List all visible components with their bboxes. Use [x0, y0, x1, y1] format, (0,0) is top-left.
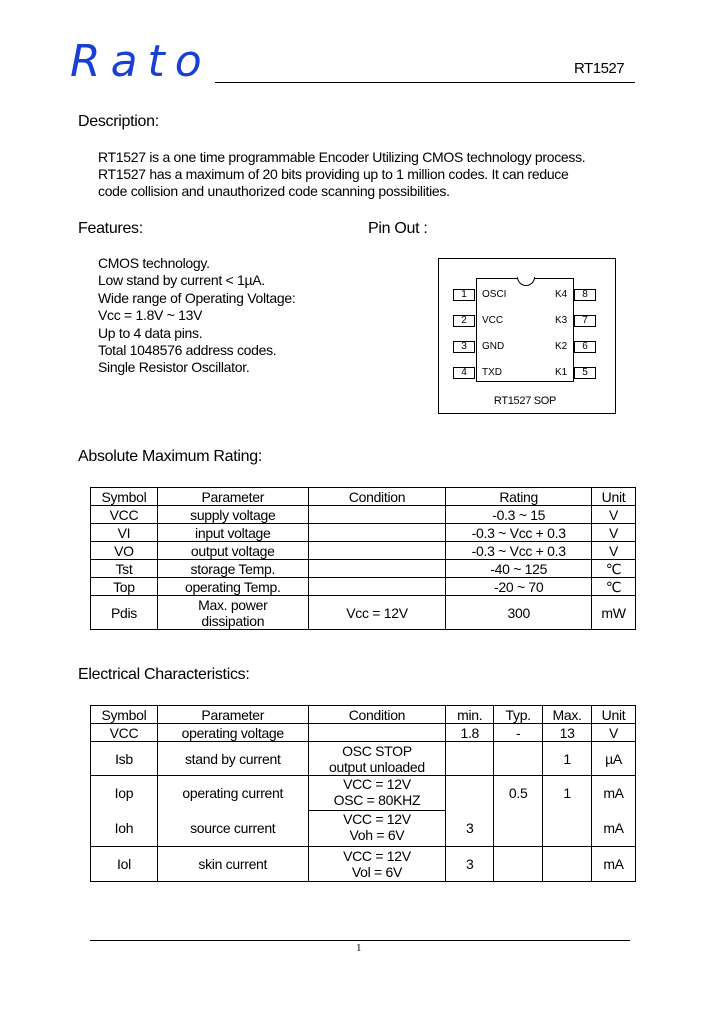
table-row	[91, 847, 636, 882]
pin-4-number: 4	[453, 367, 475, 379]
pin-8-number: 8	[574, 289, 596, 301]
features-title: Features:	[78, 220, 143, 237]
table-cell: 3	[446, 847, 494, 882]
table-cell: operating Temp.	[157, 578, 308, 596]
value-line	[543, 811, 591, 846]
pin-5-number: 5	[574, 367, 596, 379]
condition-line: output unloaded	[328, 758, 425, 775]
pin-2-number: 2	[453, 315, 475, 327]
table-cell	[543, 776, 592, 847]
table-row	[91, 596, 636, 630]
symbol-line: Iop	[114, 785, 134, 801]
table-cell: VO	[91, 542, 158, 560]
table-cell: Isb	[91, 742, 158, 776]
table-cell: VCC	[91, 506, 158, 524]
table-row	[91, 578, 636, 596]
table-cell: ℃	[592, 560, 636, 578]
table-cell: Tst	[91, 560, 158, 578]
value-line: 3	[466, 820, 474, 836]
pin-1-label: OSCI	[482, 289, 507, 300]
table-cell: mW	[592, 596, 636, 630]
condition-line: Vol = 6V	[351, 864, 403, 880]
part-number: RT1527	[574, 60, 625, 77]
table-cell: 1.8	[446, 724, 494, 742]
condition-line: OSC = 80KHZ	[333, 792, 421, 808]
header-cell: Typ.	[494, 706, 543, 724]
table-cell	[308, 560, 446, 578]
table-header-row	[91, 488, 636, 506]
feature-item: Total 1048576 address codes.	[98, 342, 277, 359]
pin-6-label: K2	[555, 341, 568, 352]
table-cell: V	[592, 724, 636, 742]
header-cell: Condition	[308, 488, 446, 506]
table-cell	[308, 724, 446, 742]
table-cell: 13	[543, 724, 592, 742]
feature-item: Single Resistor Oscillator.	[98, 359, 250, 376]
pinout-title: Pin Out :	[368, 220, 428, 237]
unit-line: mA	[603, 820, 624, 836]
description-line: code collision and unauthorized code scanning possibilities.	[98, 183, 450, 199]
param-line: operating current	[182, 785, 284, 801]
abs-max-table	[90, 487, 636, 630]
package-label: RT1527 SOP	[493, 395, 557, 407]
table-cell: stand by current	[157, 742, 308, 776]
table-cell: output voltage	[157, 542, 308, 560]
condition-line: OSC STOP	[342, 742, 412, 759]
table-cell	[91, 776, 158, 847]
table-cell: ℃	[592, 578, 636, 596]
table-cell	[446, 742, 494, 776]
table-cell: 300	[446, 596, 592, 630]
table-cell: 1	[543, 742, 592, 776]
feature-item: Vcc = 1.8V ~ 13V	[98, 307, 203, 324]
table-cell: V	[592, 506, 636, 524]
header-cell: Unit	[592, 706, 636, 724]
table-cell	[308, 542, 446, 560]
table-row	[91, 776, 636, 847]
electrical-table	[90, 705, 636, 882]
header-cell: min.	[446, 706, 494, 724]
table-cell: VCC	[91, 724, 158, 742]
table-row	[91, 524, 636, 542]
footer-rule	[90, 940, 630, 941]
features-list	[98, 255, 295, 377]
condition-block	[309, 776, 446, 811]
table-row	[91, 742, 636, 776]
table-cell	[308, 847, 446, 882]
table-cell	[494, 742, 543, 776]
description-line: RT1527 is a one time programmable Encoder Utilizing CMOS technology process.	[98, 149, 586, 165]
condition-line: VCC = 12V	[343, 776, 411, 792]
table-cell: -0.3 ~ Vcc + 0.3	[446, 524, 592, 542]
pin-3-number: 3	[453, 341, 475, 353]
feature-item: Low stand by current < 1µA.	[98, 272, 265, 289]
company-logo: Rato	[70, 36, 212, 87]
table-cell	[494, 847, 543, 882]
symbol-line: Ioh	[114, 820, 134, 836]
condition-block	[309, 811, 446, 846]
table-cell: V	[592, 542, 636, 560]
table-cell	[308, 776, 446, 847]
page-number: 1	[356, 942, 362, 954]
feature-item: CMOS technology.	[98, 255, 210, 271]
pin-7-number: 7	[574, 315, 596, 327]
value-line: 1	[563, 785, 571, 801]
pin-2-label: VCC	[482, 315, 504, 326]
header-cell: Symbol	[91, 488, 158, 506]
value-line	[494, 811, 542, 846]
table-cell: µA	[592, 742, 636, 776]
table-cell: Top	[91, 578, 158, 596]
table-cell: supply voltage	[157, 506, 308, 524]
pin-7-label: K3	[555, 315, 568, 326]
table-cell: -0.3 ~ Vcc + 0.3	[446, 542, 592, 560]
condition-line: VCC = 12V	[343, 811, 411, 827]
value-line	[446, 776, 493, 811]
table-cell	[308, 742, 446, 776]
table-cell: skin current	[157, 847, 308, 882]
pin-3-label: GND	[482, 341, 505, 352]
header-cell: Unit	[592, 488, 636, 506]
table-row	[91, 560, 636, 578]
table-cell	[308, 524, 446, 542]
table-cell	[308, 578, 446, 596]
abs-max-title: Absolute Maximum Rating:	[78, 448, 262, 465]
table-cell: Vcc = 12V	[308, 596, 446, 630]
header-cell: Condition	[308, 706, 446, 724]
param-line: Max. power	[198, 596, 268, 613]
table-cell: storage Temp.	[157, 560, 308, 578]
param-line: source current	[190, 820, 276, 836]
table-cell: -0.3 ~ 15	[446, 506, 592, 524]
table-cell	[592, 776, 636, 847]
description-line: RT1527 has a maximum of 20 bits providing up to 1 million codes. It can reduce	[98, 166, 569, 182]
value-line: 0.5	[508, 785, 528, 801]
table-cell: operating voltage	[157, 724, 308, 742]
condition-line: VCC = 12V	[343, 848, 411, 864]
header-cell: Parameter	[157, 706, 308, 724]
table-cell: -	[494, 724, 543, 742]
description-title: Description:	[78, 113, 159, 130]
pin-6-number: 6	[574, 341, 596, 353]
table-cell	[494, 776, 543, 847]
pin-8-label: K4	[555, 289, 568, 300]
table-row	[91, 506, 636, 524]
pin-1-number: 1	[453, 289, 475, 301]
table-cell	[446, 776, 494, 847]
pin-4-label: TXD	[482, 367, 502, 378]
table-cell: Pdis	[91, 596, 158, 630]
pin-5-label: K1	[555, 367, 568, 378]
table-cell: input voltage	[157, 524, 308, 542]
table-cell	[543, 847, 592, 882]
electrical-title: Electrical Characteristics:	[78, 666, 250, 683]
header-cell: Parameter	[157, 488, 308, 506]
description-text	[98, 149, 585, 200]
table-cell: -40 ~ 125	[446, 560, 592, 578]
table-cell: mA	[592, 847, 636, 882]
table-cell: Iol	[91, 847, 158, 882]
feature-item: Up to 4 data pins.	[98, 324, 203, 341]
header-cell: Symbol	[91, 706, 158, 724]
table-header-row	[91, 706, 636, 724]
table-row	[91, 542, 636, 560]
header-cell: Rating	[446, 488, 592, 506]
header-rule	[215, 82, 635, 83]
table-cell	[157, 776, 308, 847]
feature-item: Wide range of Operating Voltage:	[98, 289, 296, 306]
table-row	[91, 724, 636, 742]
table-cell: -20 ~ 70	[446, 578, 592, 596]
table-cell: V	[592, 524, 636, 542]
param-line: dissipation	[201, 612, 265, 629]
header-cell: Max.	[543, 706, 592, 724]
condition-line: Voh = 6V	[349, 827, 405, 843]
table-cell: VI	[91, 524, 158, 542]
table-cell	[308, 506, 446, 524]
table-cell	[157, 596, 308, 630]
unit-line: mA	[603, 785, 624, 801]
